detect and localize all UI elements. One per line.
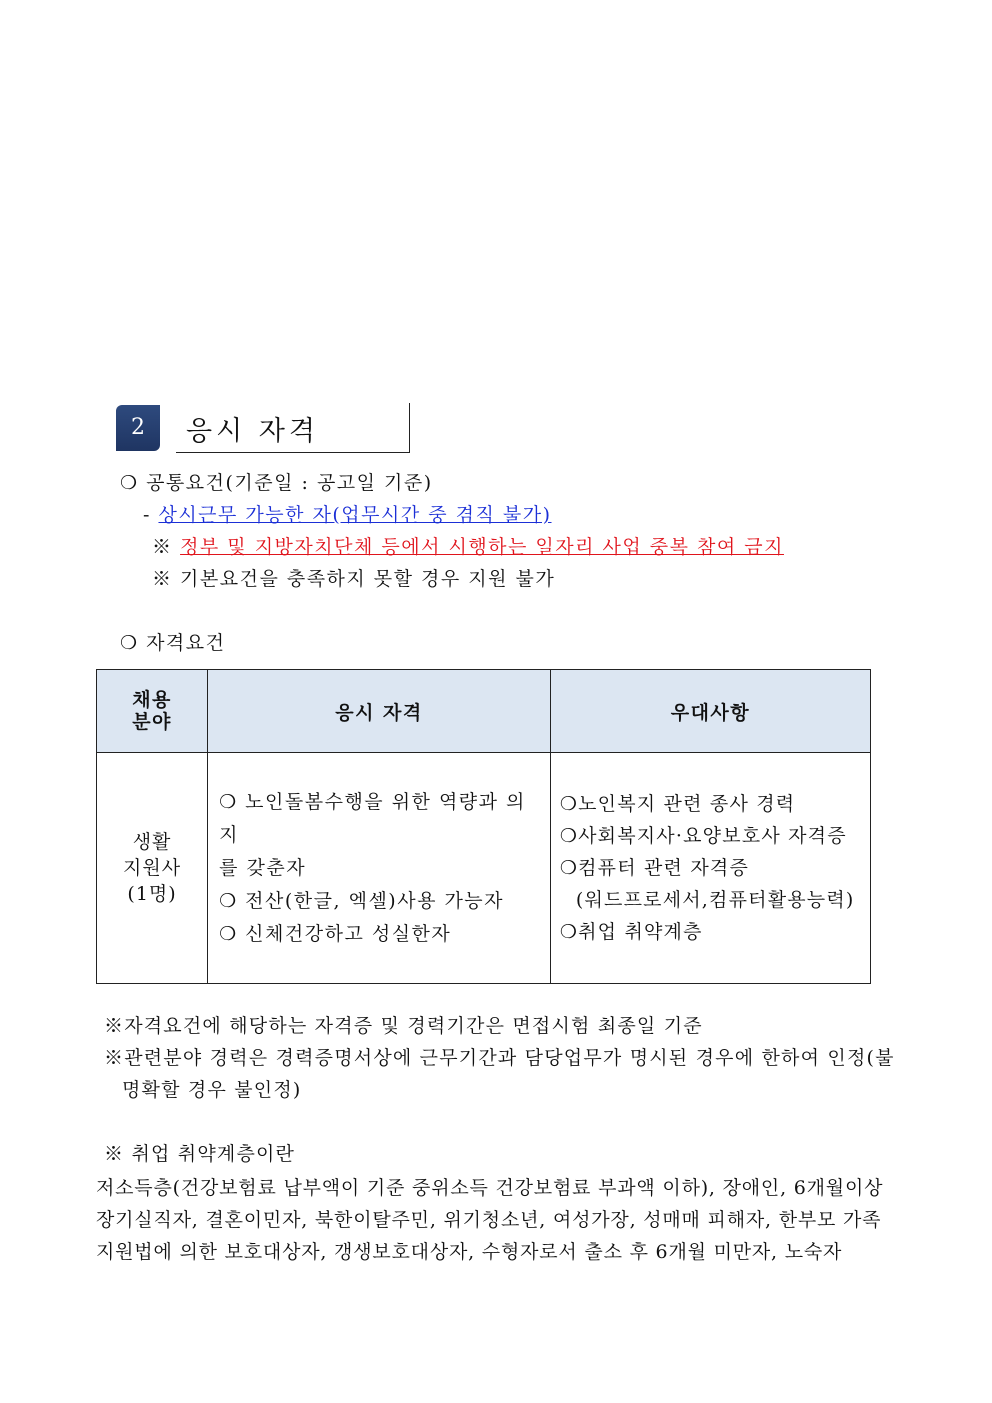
vulnerable-description: [96, 1172, 902, 1268]
common-requirements-heading: ❍ 공통요건(기준일 : 공고일 기준): [120, 472, 433, 494]
table-row: [97, 753, 871, 984]
section-number-badge: 2: [116, 405, 160, 451]
note-mark: ※: [152, 536, 173, 558]
preference-item: ❍취업 취약계층: [559, 921, 703, 943]
preference-item: ❍사회복지사·요양보호사 자격증: [559, 825, 847, 847]
field-line-2: 지원사: [123, 857, 182, 879]
field-line-3: (1명): [127, 883, 177, 905]
vulnerable-line: 저소득층(건강보험료 납부액이 기준 중위소득 건강보험료 부과액 이하), 장애인, 6개월이상: [96, 1177, 884, 1199]
duplicate-participation-ban: 정부 및 지방자치단체 등에서 시행하는 일자리 사업 중복 참여 금지: [180, 536, 784, 558]
preference-item: ❍노인복지 관련 종사 경력: [559, 793, 796, 815]
cell-field: [97, 753, 208, 984]
full-time-requirement: 상시근무 가능한 자(업무시간 중 겸직 불가): [158, 504, 552, 526]
cell-qualifications: [208, 753, 551, 984]
note-criteria-date: ※자격요건에 해당하는 자격증 및 경력기간은 면접시험 최종일 기준: [104, 1015, 703, 1037]
vulnerable-heading: ※ 취업 취약계층이란: [104, 1143, 296, 1165]
common-note-basic: ※ 기본요건을 충족하지 못할 경우 지원 불가: [152, 568, 556, 590]
qualification-item: ❍ 노인돌봄수행을 위한 역량과 의지: [219, 790, 526, 846]
qualification-table: [96, 669, 871, 984]
field-line-1: 생활: [132, 831, 172, 853]
preference-item: (워드프로세서,컴퓨터활용능력): [575, 889, 855, 911]
common-note-red: [152, 532, 784, 559]
preference-item: ❍컴퓨터 관련 자격증: [559, 857, 750, 879]
note-career-recognition-cont: 명확할 경우 불인정): [122, 1079, 302, 1101]
qualification-heading: ❍ 자격요건: [120, 632, 226, 654]
table-header-row: [97, 670, 871, 753]
qualification-item: ❍ 신체건강하고 성실한자: [219, 922, 452, 945]
common-item-1: [143, 500, 552, 527]
qualification-item: 를 갖춘자: [219, 856, 307, 879]
header-preference: 우대사항: [550, 670, 870, 753]
cell-preferences: [550, 753, 870, 984]
note-career-recognition: ※관련분야 경력은 경력증명서상에 근무기간과 담당업무가 명시된 경우에 한하여 인정(불: [104, 1047, 895, 1069]
header-field: [97, 670, 208, 753]
section-title: 응시 자격: [186, 416, 319, 447]
dash-bullet: -: [143, 504, 151, 526]
header-field-text: 채용 분야: [132, 689, 172, 733]
qualification-item: ❍ 전산(한글, 엑셀)사용 가능자: [219, 889, 505, 912]
header-qualification: 응시 자격: [208, 670, 551, 753]
vulnerable-line: 장기실직자, 결혼이민자, 북한이탈주민, 위기청소년, 여성가장, 성매매 피해자, 한부모 가족: [96, 1209, 882, 1231]
vulnerable-line: 지원법에 의한 보호대상자, 갱생보호대상자, 수형자로서 출소 후 6개월 미만자, 노숙자: [96, 1241, 843, 1263]
